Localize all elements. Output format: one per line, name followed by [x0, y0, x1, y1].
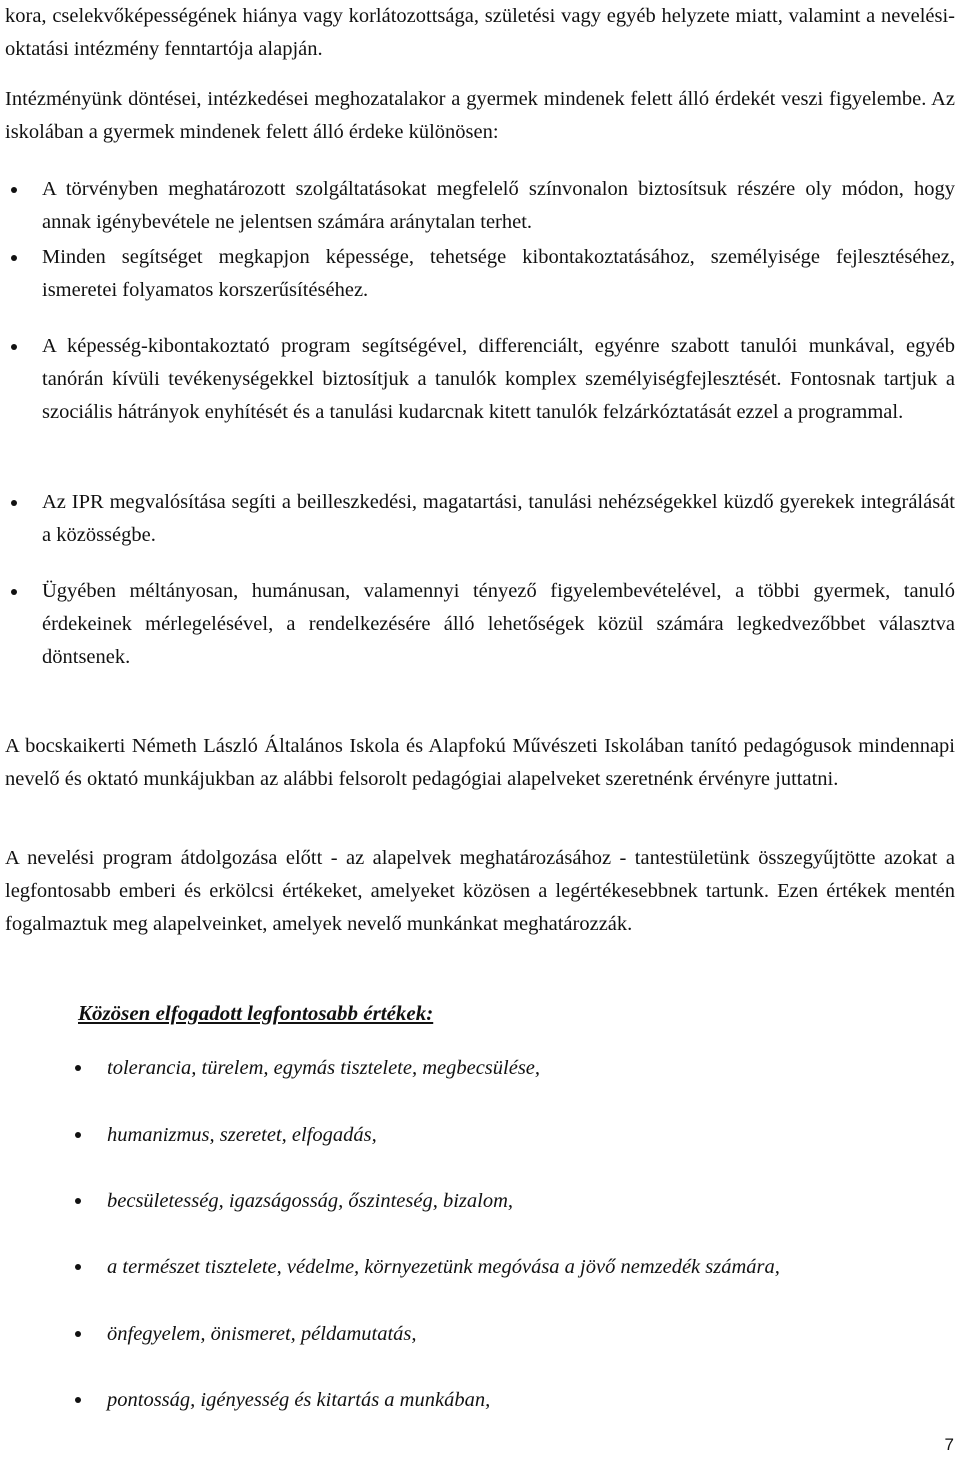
bullet-icon [11, 589, 17, 595]
bullet-icon [11, 500, 17, 506]
list-item-text: A képesség-kibontakoztató program segítségével, differenciált, egyénre szabott tanulói munkával, egyéb tanórán kívüli tevékenységekkel biztosítjuk a tanulók komplex személyiségfejlesztését. Fontosnak tartjuk a szociális hátrányok enyhítését és a tanulási kudarcnak kitett tanulók felzárkóztatását ezzel a programmal. [42, 335, 955, 423]
bullet-icon [11, 344, 17, 350]
bullet-icon [75, 1132, 81, 1138]
list-item [0, 1384, 960, 1416]
list-item-text: önfegyelem, önismeret, példamutatás, [107, 1323, 417, 1345]
bullet-icon [11, 255, 17, 261]
list-item [0, 1318, 960, 1350]
best-interest-paragraph: Intézményünk döntései, intézkedései meghozatalakor a gyermek mindenek felett álló érdekét veszi figyelembe. Az iskolában a gyermek mindenek felett álló érdeke különösen: [5, 88, 955, 143]
values-heading: Közösen elfogadott legfontosabb értékek: [78, 1001, 434, 1025]
list-item-text: humanizmus, szeretet, elfogadás, [107, 1124, 377, 1146]
intro-paragraph: kora, cselekvőképességének hiánya vagy korlátozottsága, születési vagy egyéb helyzete miatt, valamint a nevelési-oktatási intézmény fenntartója alapján. [5, 5, 955, 60]
list-item-text: A törvényben meghatározott szolgáltatásokat megfelelő színvonalon biztosítsuk részére oly módon, hogy annak igénybevétele ne jelentsen számára aránytalan terhet. [42, 178, 955, 233]
list-item [0, 1251, 960, 1283]
list-item-text: pontosság, igényesség és kitartás a munkában, [107, 1389, 491, 1411]
list-item-text: tolerancia, türelem, egymás tisztelete, megbecsülése, [107, 1057, 541, 1079]
list-item-text: Az IPR megvalósítása segíti a beilleszkedési, magatartási, tanulási nehézségekkel küzdő gyerekek integrálását a közösségbe. [42, 491, 955, 546]
school-principles-paragraph: A bocskaikerti Németh László Általános Iskola és Alapfokú Művészeti Iskolában tanító pedagógusok mindennapi nevelő és oktató munkájukban az alábbi felsorolt pedagógiai alapelveket szeretnénk érvényre juttatni. [5, 735, 955, 790]
list-item-text: becsületesség, igazságosság, őszinteség, bizalom, [107, 1190, 513, 1212]
bullet-icon [75, 1264, 81, 1270]
bullet-icon [75, 1397, 81, 1403]
bullet-icon [75, 1331, 81, 1337]
list-item [0, 1185, 960, 1217]
list-item-text: Ügyében méltányosan, humánusan, valamennyi tényező figyelembevételével, a többi gyermek, tanuló érdekeinek mérlegelésével, a rendelkezésére álló lehetőségek közül számára legkedvezőbbet választva döntsenek. [42, 580, 955, 668]
bullet-icon [75, 1198, 81, 1204]
page-number: 7 [944, 1435, 954, 1454]
list-item [0, 1052, 960, 1084]
bullet-icon [11, 187, 17, 193]
program-revision-paragraph: A nevelési program átdolgozása előtt - az alapelvek meghatározásához - tantestületünk összegyűjtötte azokat a legfontosabb emberi és erkölcsi értékeket, amelyeket közösen a legértékesebbnek tartunk. Ezen értékek mentén fogalmaztuk meg alapelveinket, amelyek nevelő munkánkat meghatározzák. [5, 847, 955, 935]
list-item-text: Minden segítséget megkapjon képessége, tehetsége kibontakoztatásához, személyisége fejlesztéséhez, ismeretei folyamatos korszerűsítéséhez. [42, 246, 955, 301]
list-item [0, 1119, 960, 1151]
bullet-icon [75, 1065, 81, 1071]
list-item-text: a természet tisztelete, védelme, környezetünk megóvása a jövő nemzedék számára, [107, 1256, 780, 1278]
